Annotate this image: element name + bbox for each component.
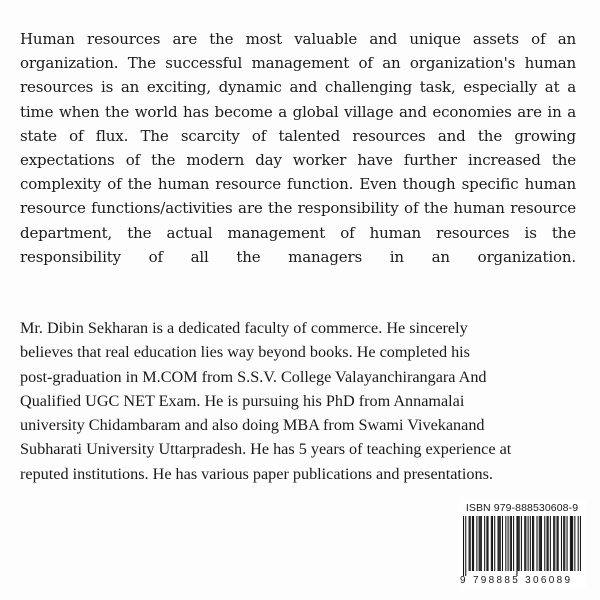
author-bio-line: believes that real education lies way beyond books. He completed his (20, 343, 470, 362)
book-description: Human resources are the most valuable and unique assets of an organization. The successful management of an organization's human resources is an exciting, dynamic and challenging task, especially at a time when the world has become a global village and economies are in a state of flux. The scarcity of talented resources and the growing expectations of the modern day worker have further increased the complexity of the human resource function. Even though specific human resource functions/activities are the responsibility of the human resource department, the actual management of human resources is the responsibility of all the managers in an organization. (20, 30, 576, 266)
author-bio-line: Subharati University Uttarpradesh. He has 5 years of teaching experience at (20, 440, 512, 459)
author-bio (20, 316, 580, 486)
author-bio-line: post-graduation in M.COM from S.S.V. College Valayanchirangara And (20, 367, 487, 386)
barcode-digits: 9 798885 306089 (460, 575, 573, 586)
barcode-bars-icon (463, 516, 581, 576)
isbn-barcode (458, 500, 586, 588)
author-bio-line: Mr. Dibin Sekharan is a dedicated faculty of commerce. He sincerely (20, 319, 468, 337)
author-bio-line: university Chidambaram and also doing MBA from Swami Vivekanand (20, 416, 485, 435)
author-bio-line: reputed institutions. He has various paper publications and presentations. (20, 464, 493, 483)
isbn-label: ISBN 979-888530608-9 (465, 502, 579, 514)
author-bio-line: Qualified UGC NET Exam. He is pursuing his PhD from Annamalai (20, 391, 465, 410)
